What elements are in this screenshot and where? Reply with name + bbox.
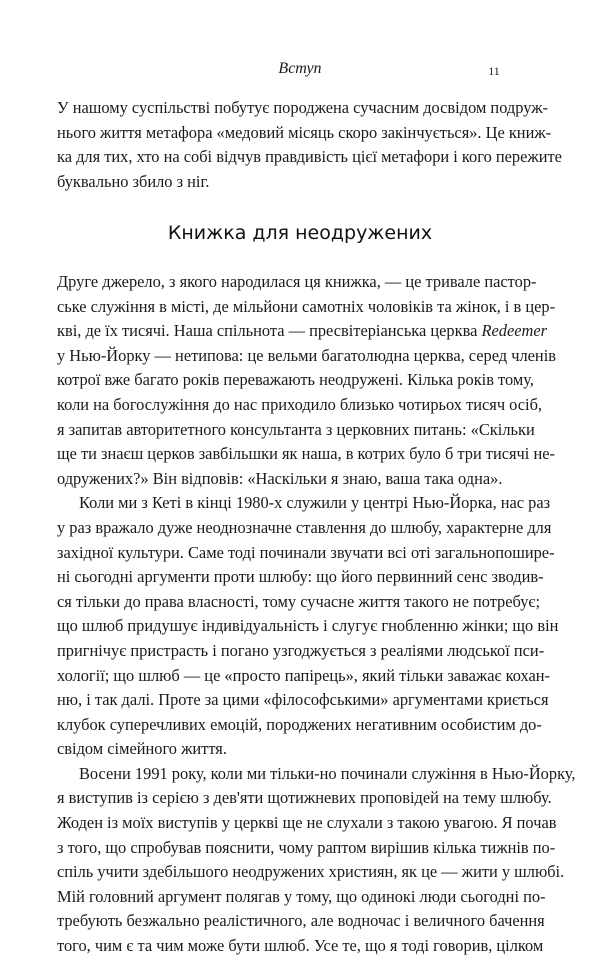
intro-paragraph	[57, 96, 562, 194]
text-line: Друге джерело, з якого народилася ця книжка, — це тривале пастор-	[57, 272, 537, 291]
text-line: західної культури. Саме тоді починали звучати всі оті загальнопошире-	[57, 542, 555, 562]
text-line: ні сьогодні аргументи проти шлюбу: що його первинний сенс зводив-	[57, 567, 544, 587]
text-line: ське служіння в місті, де мільйони самотніх чоловіків та жінок, і в цер-	[57, 296, 556, 316]
paragraph-2	[57, 491, 559, 762]
text-line: я виступив із серією з дев'яти щотижневих проповідей на тему шлюбу.	[57, 788, 552, 808]
paragraph-1	[57, 270, 556, 491]
text-line: хології; що шлюб — це «просто папірець», який тільки заважає кохан-	[57, 665, 551, 685]
text-line: у раз вражало дуже неоднозначне ставлення до шлюбу, характерне для	[57, 517, 552, 537]
text-line: спіль учити здебільшого неодружених християн, як це — жити у шлюбі.	[57, 862, 565, 882]
text-line: Жоден із моїх виступів у церкві ще не слухали з такою увагою. Я почав	[57, 813, 557, 833]
text-line: пригнічує пристрасть і погано узгоджується з реаліями людської пси-	[57, 640, 545, 660]
text-line: коли на богослужіння до нас приходило близько чотирьох тисяч осіб,	[57, 394, 543, 414]
text-line: ще ти знаєш церков завбільшки як наша, в котрих було б три тисячі не-	[57, 444, 555, 464]
text-line: котрої вже багато років переважають неодружені. Кілька років тому,	[57, 370, 534, 390]
running-head-title: Вступ	[278, 60, 322, 77]
text-line: з того, що спробував пояснити, чому раптом вирішив кілька тижнів по-	[57, 837, 556, 857]
text-line: ка для тих, хто на собі відчув правдивість цієї метафори і кого пережите	[57, 147, 562, 167]
text-line: Коли ми з Кеті в кінці 1980-х служили у центрі Нью-Йорка, нас раз	[79, 493, 551, 513]
text-line: Мій головний аргумент полягав у тому, що одинокі люди сьогодні по-	[57, 886, 546, 906]
text-line: Восени 1991 року, коли ми тільки-но починали служіння в Нью-Йорку,	[79, 763, 576, 783]
text-line: У нашому суспільстві побутує породжена сучасним досвідом подруж-	[57, 98, 548, 117]
text-line: требують безжально реалістичного, але водночас і величного бачення	[57, 911, 545, 931]
section-body	[57, 270, 576, 959]
page-number: 11	[488, 64, 500, 78]
section-heading: Книжка для неодружених	[167, 222, 433, 244]
text-line: що шлюб придушує індивідуальність і слугує гнобленню жінки; що він	[57, 616, 559, 636]
text-line: того, чим є та чим може бути шлюб. Усе те, що я тоді говорив, цілком	[57, 936, 544, 956]
text-line: ню, і так далі. Проте за цими «філософськими» аргументами криється	[57, 690, 549, 710]
italic-church-name: Redeemer	[481, 321, 548, 341]
text-line: ся тільки до права власності, тому сучасне життя такого не потребує;	[57, 591, 541, 611]
text-line: у Нью-Йорку — нетипова: це вельми багатолюдна церква, серед членів	[57, 345, 556, 365]
text-line: одружених?» Він відповів: «Наскільки я знаю, ваша така одна».	[57, 468, 503, 488]
text-line: я запитав авторитетного консультанта з церковних питань: «Скільки	[57, 419, 535, 439]
text-line: буквально збило з ніг.	[57, 171, 210, 191]
text-line: нього життя метафора «медовий місяць скоро закінчується». Це книж-	[57, 122, 552, 142]
paragraph-3	[57, 762, 576, 959]
text-line: кві, де їх тисячі. Наша спільнота — пресвітеріанська церква Redeemer	[57, 321, 548, 341]
text-line: клубок суперечливих емоцій, породжених негативним особистим до-	[57, 714, 542, 734]
text-line: свідом сімейного життя.	[57, 739, 227, 759]
